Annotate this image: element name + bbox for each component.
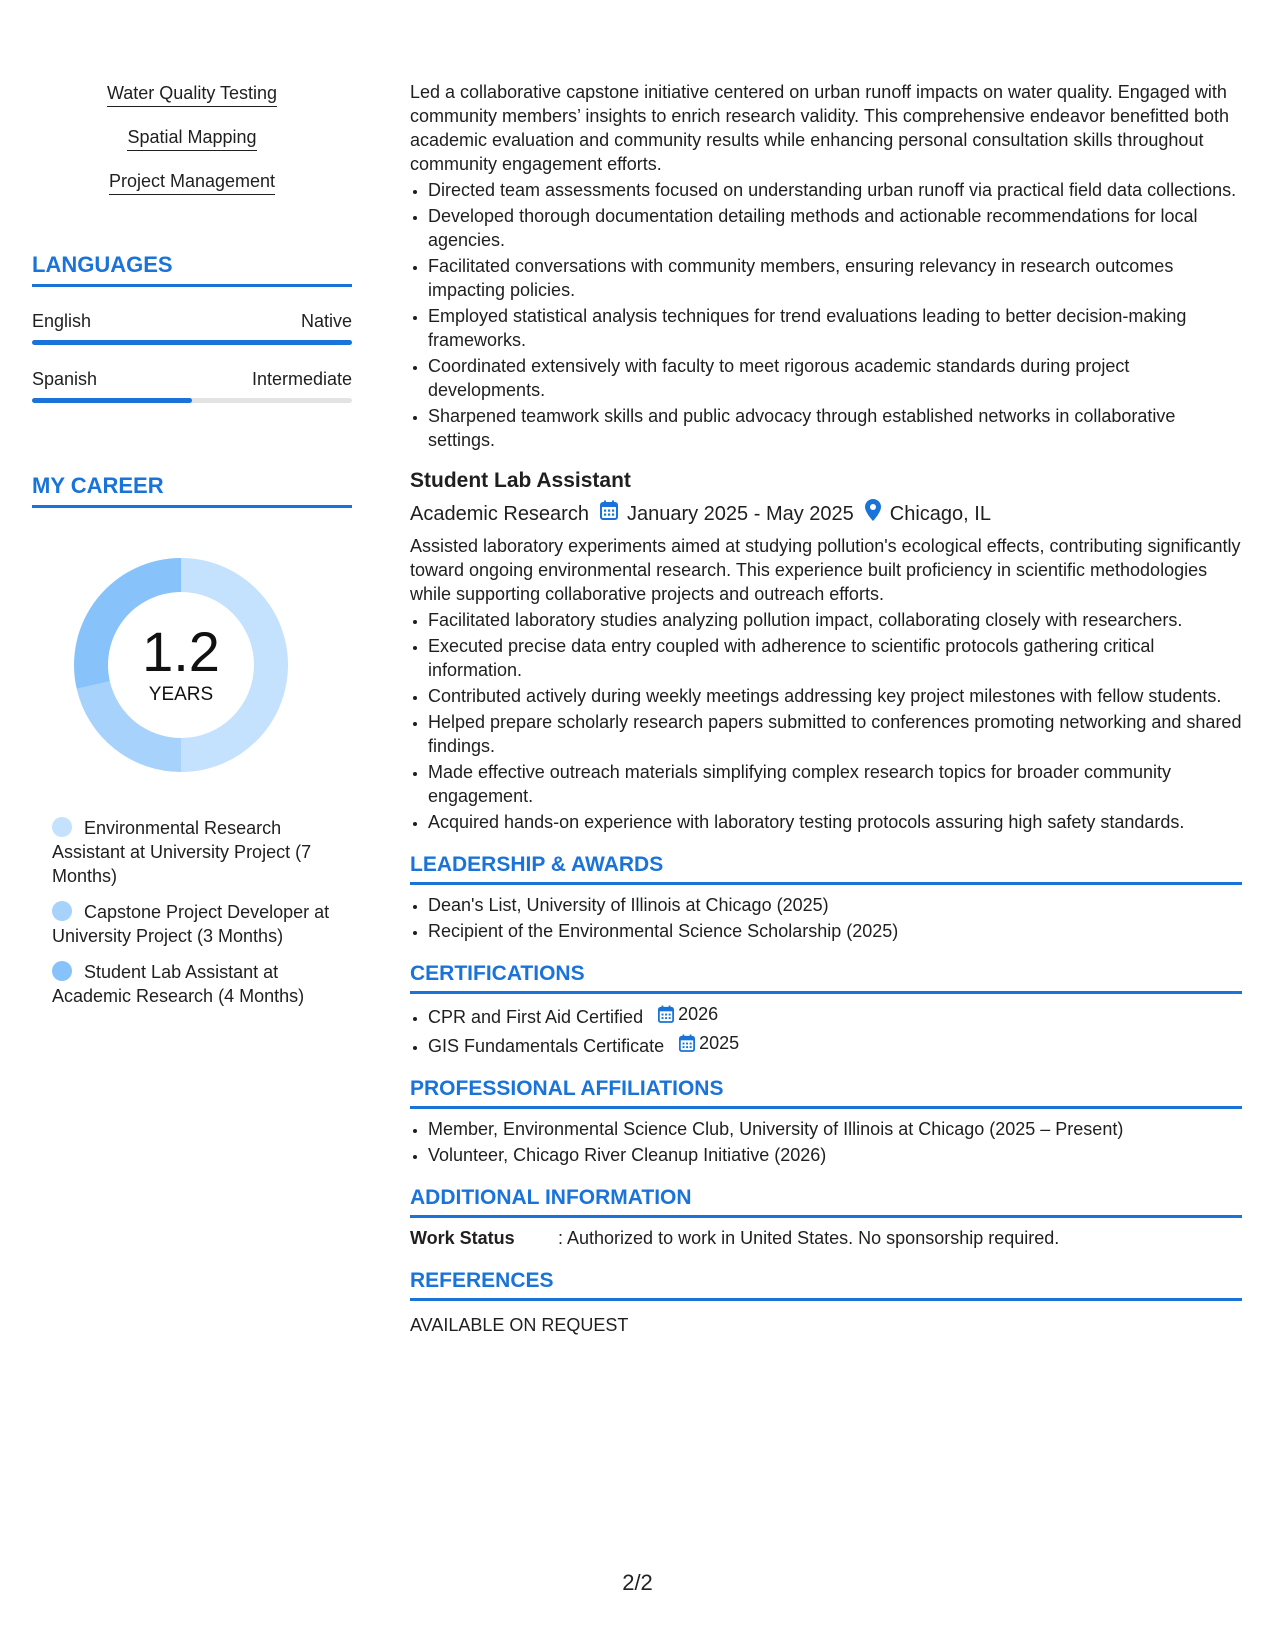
bullet-item: • Coordinated extensively with faculty to meet rigorous academic standards during project developments. bbox=[428, 354, 1242, 402]
career-total: 1.2 bbox=[142, 620, 220, 683]
location-pin-icon bbox=[865, 499, 881, 528]
language-bar-fill bbox=[32, 340, 352, 345]
language-level: Intermediate bbox=[251, 369, 352, 389]
experience-entry bbox=[410, 468, 1242, 834]
language-bar bbox=[32, 340, 352, 345]
certification-year: 2026 bbox=[678, 1004, 719, 1024]
bullet-item: • Acquired hands-on experience with laboratory testing protocols assuring high safety standards. bbox=[428, 810, 1242, 834]
skill-item: Water Quality Testing bbox=[107, 82, 277, 107]
experience-summary: Assisted laboratory experiments aimed at studying pollution's ecological effects, contributing significantly toward ongoing environmental research. This experience built proficiency in scientific methodologies while supporting collaborative projects and outreach efforts. bbox=[410, 536, 1241, 604]
legend-label: Capstone Project Developer at University Project (3 Months) bbox=[52, 902, 330, 946]
certifications-heading: CERTIFICATIONS bbox=[410, 961, 1242, 994]
bullet-item: • Member, Environmental Science Club, University of Illinois at Chicago (2025 – Present) bbox=[428, 1117, 1242, 1141]
language-row bbox=[32, 310, 352, 345]
legend-label: Student Lab Assistant at Academic Research (4 Months) bbox=[52, 962, 305, 1006]
certifications-list bbox=[410, 1002, 1242, 1058]
certification-item bbox=[428, 1002, 1242, 1029]
language-bar bbox=[32, 398, 352, 403]
legend-item bbox=[52, 900, 342, 948]
job-location: Chicago, IL bbox=[889, 502, 991, 525]
experience-summary: Led a collaborative capstone initiative centered on urban runoff impacts on water quality. Engaged with community members’ insights to enrich research validity. This comprehensive endeavor benefitted both academic evaluation and community results while enhancing personal consultation skills throughout community engagement efforts. bbox=[410, 82, 1230, 174]
legend-label: Environmental Research Assistant at University Project (7 Months) bbox=[52, 818, 312, 886]
job-dates: January 2025 - May 2025 bbox=[626, 502, 854, 525]
legend-dot-icon bbox=[52, 961, 72, 981]
bullet-item: • Dean's List, University of Illinois at Chicago (2025) bbox=[428, 893, 1242, 917]
legend-item bbox=[52, 960, 342, 1008]
certification-item bbox=[428, 1031, 1242, 1058]
additional-section bbox=[410, 1185, 1242, 1250]
work-status-label: Work Status bbox=[410, 1228, 515, 1248]
bullet-item: • Sharpened teamwork skills and public advocacy through established networks in collaborative settings. bbox=[428, 404, 1242, 452]
company-name: Academic Research bbox=[410, 502, 589, 525]
certifications-section bbox=[410, 961, 1242, 1058]
experience-entry bbox=[410, 80, 1242, 452]
legend-item bbox=[52, 816, 342, 888]
legend-dot-icon bbox=[52, 817, 72, 837]
bullet-item: • Helped prepare scholarly research papers submitted to conferences promoting networking and shared findings. bbox=[428, 710, 1242, 758]
affiliations-heading: PROFESSIONAL AFFILIATIONS bbox=[410, 1076, 1242, 1109]
job-title: Student Lab Assistant bbox=[410, 469, 631, 492]
leadership-heading: LEADERSHIP & AWARDS bbox=[410, 852, 1242, 885]
main-content bbox=[410, 80, 1242, 1337]
bullet-item: • Executed precise data entry coupled with adherence to scientific protocols gathering critical information. bbox=[428, 634, 1242, 682]
leadership-list bbox=[410, 893, 1242, 943]
skill-item: Spatial Mapping bbox=[127, 126, 256, 151]
additional-heading: ADDITIONAL INFORMATION bbox=[410, 1185, 1242, 1218]
job-meta bbox=[410, 499, 1242, 528]
language-row bbox=[32, 368, 352, 403]
language-name: English bbox=[32, 311, 92, 331]
experience-bullets bbox=[410, 178, 1242, 452]
references-heading: REFERENCES bbox=[410, 1268, 1242, 1301]
skill-item: Project Management bbox=[109, 170, 275, 195]
certification-name: GIS Fundamentals Certificate bbox=[428, 1036, 665, 1056]
calendar-icon bbox=[679, 1034, 695, 1052]
language-name: Spanish bbox=[32, 369, 98, 389]
skills-list bbox=[32, 82, 352, 214]
calendar-icon bbox=[600, 500, 618, 527]
bullet-item: • Made effective outreach materials simplifying complex research topics for broader community engagement. bbox=[428, 760, 1242, 808]
page-number: 2/2 bbox=[622, 1570, 653, 1595]
bullet-item: • Contributed actively during weekly meetings addressing key project milestones with fellow students. bbox=[428, 684, 1242, 708]
bullet-item: • Developed thorough documentation detailing methods and actionable recommendations for local agencies. bbox=[428, 204, 1242, 252]
references-section bbox=[410, 1268, 1242, 1337]
bullet-item: • Employed statistical analysis techniques for trend evaluations leading to better decision-making frameworks. bbox=[428, 304, 1242, 352]
sidebar bbox=[32, 82, 352, 1020]
language-level: Native bbox=[300, 311, 352, 331]
certification-year: 2025 bbox=[699, 1033, 740, 1053]
career-legend bbox=[32, 816, 342, 1008]
language-bar-fill bbox=[32, 398, 192, 403]
bullet-item: • Facilitated conversations with community members, ensuring relevancy in research outcomes impacting policies. bbox=[428, 254, 1242, 302]
career-donut-chart bbox=[66, 550, 296, 780]
calendar-icon bbox=[658, 1005, 674, 1023]
languages-section bbox=[32, 252, 352, 403]
experience-bullets bbox=[410, 608, 1242, 834]
career-heading: MY CAREER bbox=[32, 473, 352, 508]
work-status-row bbox=[410, 1226, 1242, 1250]
work-status-value: : Authorized to work in United States. No sponsorship required. bbox=[558, 1228, 1060, 1248]
bullet-item: • Directed team assessments focused on understanding urban runoff via practical field data collections. bbox=[428, 178, 1242, 202]
languages-heading: LANGUAGES bbox=[32, 252, 352, 287]
bullet-item: • Facilitated laboratory studies analyzing pollution impact, collaborating closely with researchers. bbox=[428, 608, 1242, 632]
certification-name: CPR and First Aid Certified bbox=[428, 1007, 644, 1027]
affiliations-list bbox=[410, 1117, 1242, 1167]
bullet-item: • Recipient of the Environmental Science Scholarship (2025) bbox=[428, 919, 1242, 943]
references-text: AVAILABLE ON REQUEST bbox=[410, 1315, 629, 1335]
leadership-section bbox=[410, 852, 1242, 943]
legend-dot-icon bbox=[52, 901, 72, 921]
affiliations-section bbox=[410, 1076, 1242, 1167]
career-unit: YEARS bbox=[148, 684, 214, 705]
career-section bbox=[32, 473, 352, 1008]
bullet-item: • Volunteer, Chicago River Cleanup Initiative (2026) bbox=[428, 1143, 1242, 1167]
